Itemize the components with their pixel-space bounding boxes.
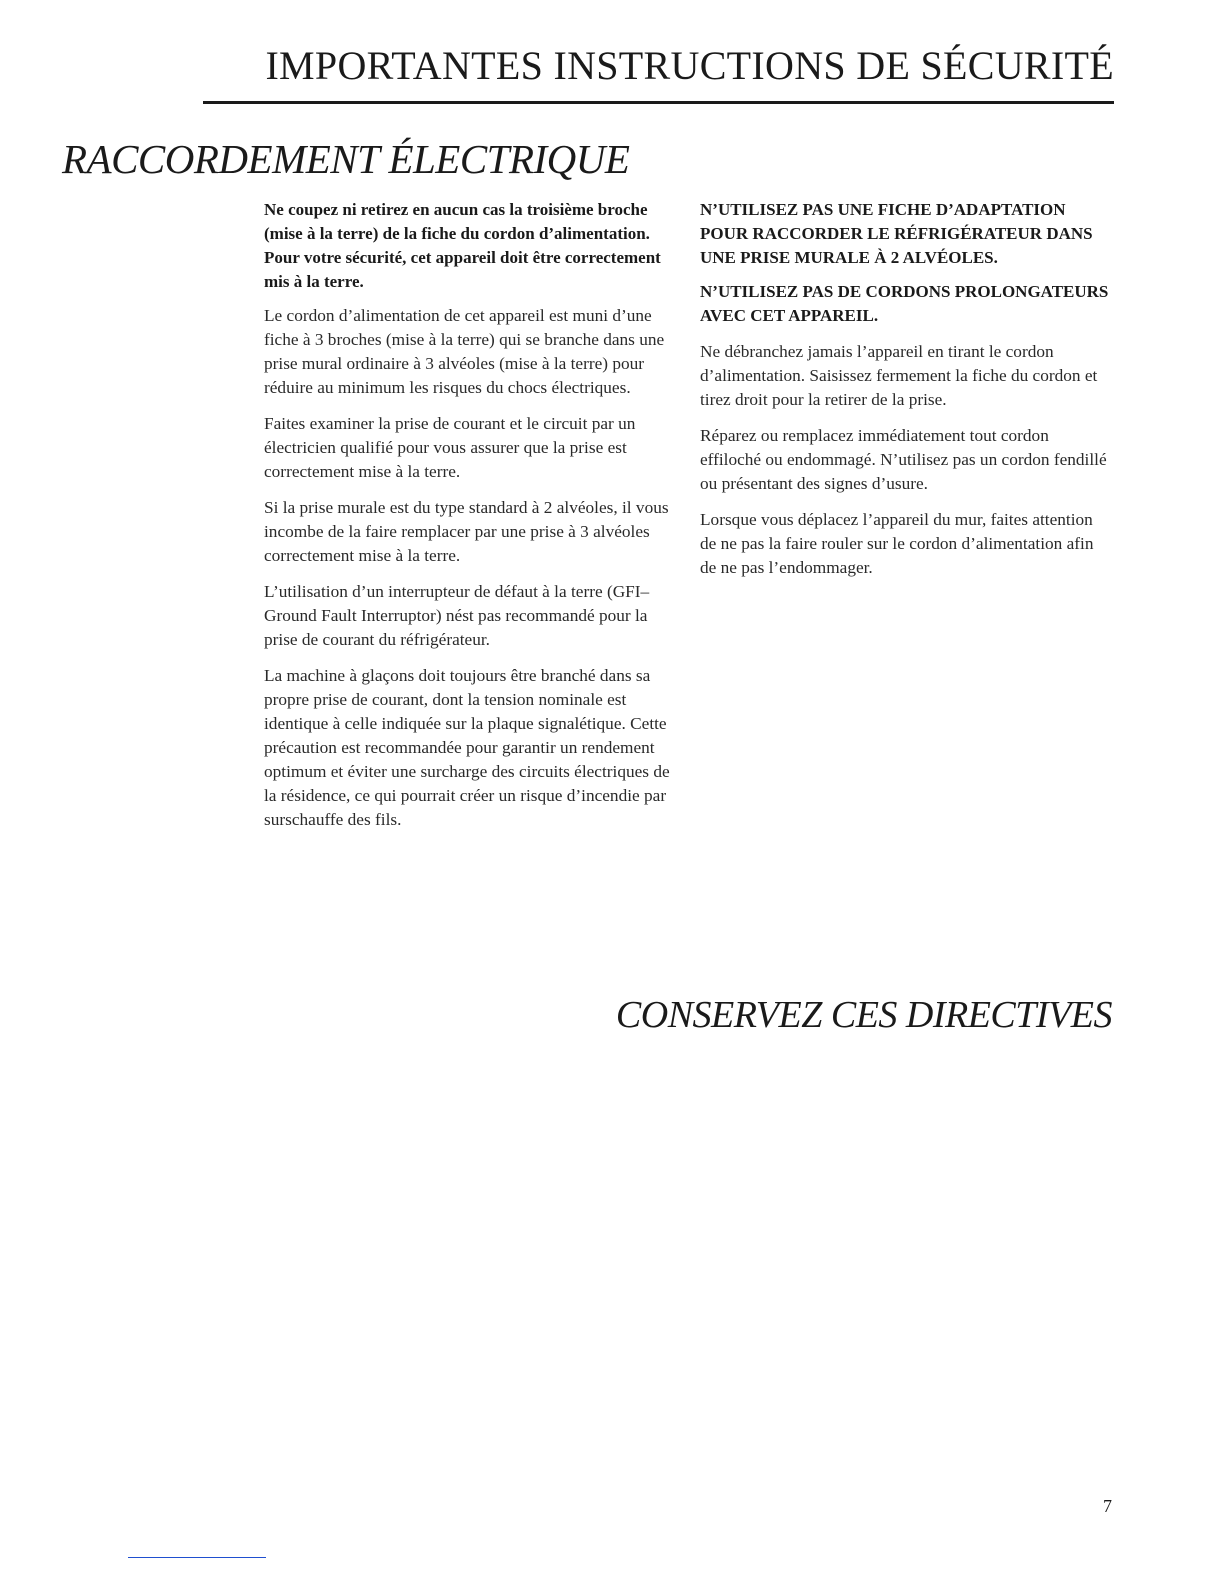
ground-prong-warning: Ne coupez ni retirez en aucun cas la troisième broche (mise à la terre) de la fiche du cordon d’alimentation. Pour votre sécurité, cet appareil doit être correctement mis à la terre. xyxy=(264,200,661,291)
extension-cord-warning: N’UTILISEZ PAS DE CORDONS PROLONGATEURS AVEC CET APPAREIL. xyxy=(700,282,1109,325)
paragraph-gfi: L’utilisation d’un interrupteur de défaut à la terre (GFI–Ground Fault Interruptor) nést pas recommandé pour la prise de courant du réfrigérateur. xyxy=(264,582,650,649)
section-title: RACCORDEMENT ÉLECTRIQUE xyxy=(62,136,630,182)
page-number: 7 xyxy=(1103,1496,1112,1516)
paragraph-two-slot-outlet: Si la prise murale est du type standard à 2 alvéoles, il vous incombe de la faire remplacer par une prise à 3 alvéoles correctement mise à la terre. xyxy=(264,498,669,565)
paragraph-damaged-cord: Réparez ou remplacez immédiatement tout cordon effiloché ou endommagé. N’utilisez pas un cordon fendillé ou présentant des signes d’usure. xyxy=(700,426,1107,493)
left-column xyxy=(264,198,676,844)
paragraph-ice-maker: La machine à glaçons doit toujours être branché dans sa propre prise de courant, dont la tension nominale est identique à celle indiquée sur la plaque signalétique. Cette précaution est recommandée pour garantir un rendement optimum et éviter une surcharge des circuits électriques de la résidence, ce qui pourrait créer un risque d’incendie par surschauffe des fils. xyxy=(264,666,670,829)
paragraph-moving-appliance: Lorsque vous déplacez l’appareil du mur, faites attention de ne pas la faire rouler sur le cordon d’alimentation afin de ne pas l’endommager. xyxy=(700,510,1094,577)
right-column xyxy=(700,198,1112,592)
paragraph-electrician-check: Faites examiner la prise de courant et le circuit par un électricien qualifié pour vous assurer que la prise est correctement mise à la terre. xyxy=(264,414,636,481)
save-instructions-title: CONSERVEZ CES DIRECTIVES xyxy=(615,994,1112,1036)
adapter-plug-warning: N’UTILISEZ PAS UNE FICHE D’ADAPTATION POUR RACCORDER LE RÉFRIGÉRATEUR DANS UNE PRISE MURALE À 2 ALVÉOLES. xyxy=(700,200,1093,267)
footer-rule xyxy=(128,1557,266,1558)
header-rule xyxy=(203,101,1114,104)
paragraph-unplugging: Ne débranchez jamais l’appareil en tirant le cordon d’alimentation. Saisissez fermement la fiche du cordon et tirez droit pour la retirer de la prise. xyxy=(700,342,1098,409)
page-header-title: IMPORTANTES INSTRUCTIONS DE SÉCURITÉ xyxy=(265,43,1114,88)
paragraph-three-prong-plug: Le cordon d’alimentation de cet appareil est muni d’une fiche à 3 broches (mise à la terre) qui se branche dans une prise mural ordinaire à 3 alvéoles (mise à la terre) pour réduire au minimum les risques du chocs électriques. xyxy=(264,306,665,397)
